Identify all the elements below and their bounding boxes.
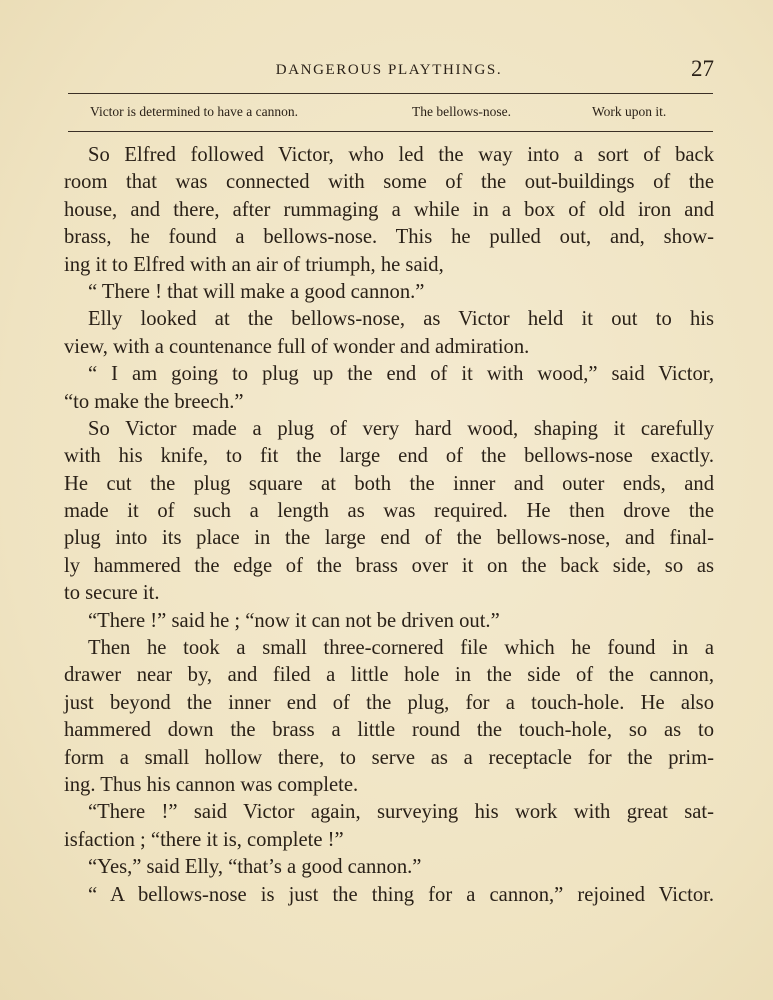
text-line: brass, he found a bellows-nose. This he pulled out, and, show-	[64, 226, 714, 249]
page-title: DANGEROUS PLAYTHINGS.	[275, 62, 503, 78]
text-line: ing. Thus his cannon was complete.	[64, 773, 359, 796]
subhead-1: Victor is determined to have a cannon.	[90, 104, 298, 119]
header-rule-bottom	[68, 131, 713, 132]
text-line: “ There ! that will make a good cannon.”	[88, 280, 425, 303]
text-line: “There !” said he ; “now it can not be driven out.”	[88, 609, 500, 632]
text-line: “Yes,” said Elly, “that’s a good cannon.”	[88, 856, 422, 879]
body-text	[64, 142, 714, 909]
running-head	[64, 58, 714, 84]
text-line: So Victor made a plug of very hard wood, shaping it carefully	[88, 417, 714, 440]
subhead-2: The bellows-nose.	[412, 104, 511, 119]
text-line: Elly looked at the bellows-nose, as Victor held it out to his	[88, 308, 714, 331]
text-line: He cut the plug square at both the inner and outer ends, and	[64, 472, 714, 495]
text-line: isfaction ; “there it is, complete !”	[64, 828, 344, 851]
text-line: So Elfred followed Victor, who led the way into a sort of back	[88, 144, 714, 166]
text-line: made it of such a length as was required. He then drove the	[64, 500, 714, 523]
text-line: Then he took a small three-cornered file which he found in a	[88, 637, 714, 660]
text-line: drawer near by, and filed a little hole in the side of the cannon,	[64, 664, 714, 687]
text-line: just beyond the inner end of the plug, for a touch-hole. He also	[64, 691, 714, 714]
text-line: “ I am going to plug up the end of it with wood,” said Victor,	[88, 363, 714, 386]
text-line: ly hammered the edge of the brass over it on the back side, so as	[64, 554, 714, 577]
text-line: “There !” said Victor again, surveying his work with great sat-	[88, 801, 714, 824]
subhead-3: Work upon it.	[592, 104, 667, 119]
text-line: view, with a countenance full of wonder and admiration.	[64, 335, 530, 358]
text-line: ing it to Elfred with an air of triumph, he said,	[64, 253, 444, 276]
page-number: 27	[691, 56, 714, 81]
marginal-subheads	[68, 104, 713, 124]
header-rule-top	[68, 93, 713, 94]
text-line: form a small hollow there, to serve as a receptacle for the prim-	[64, 746, 714, 769]
text-line: with his knife, to fit the large end of the bellows-nose exactly.	[64, 445, 714, 468]
text-line: hammered down the brass a little round the touch-hole, so as to	[64, 719, 714, 742]
text-line: to secure it.	[64, 582, 160, 605]
text-line: room that was connected with some of the out-buildings of the	[64, 171, 714, 194]
text-line: house, and there, after rummaging a while in a box of old iron and	[64, 198, 714, 221]
text-line: plug into its place in the large end of the bellows-nose, and final-	[64, 527, 714, 550]
text-line: “ A bellows-nose is just the thing for a cannon,” rejoined Victor.	[88, 883, 714, 906]
text-line: “to make the breech.”	[64, 390, 244, 413]
